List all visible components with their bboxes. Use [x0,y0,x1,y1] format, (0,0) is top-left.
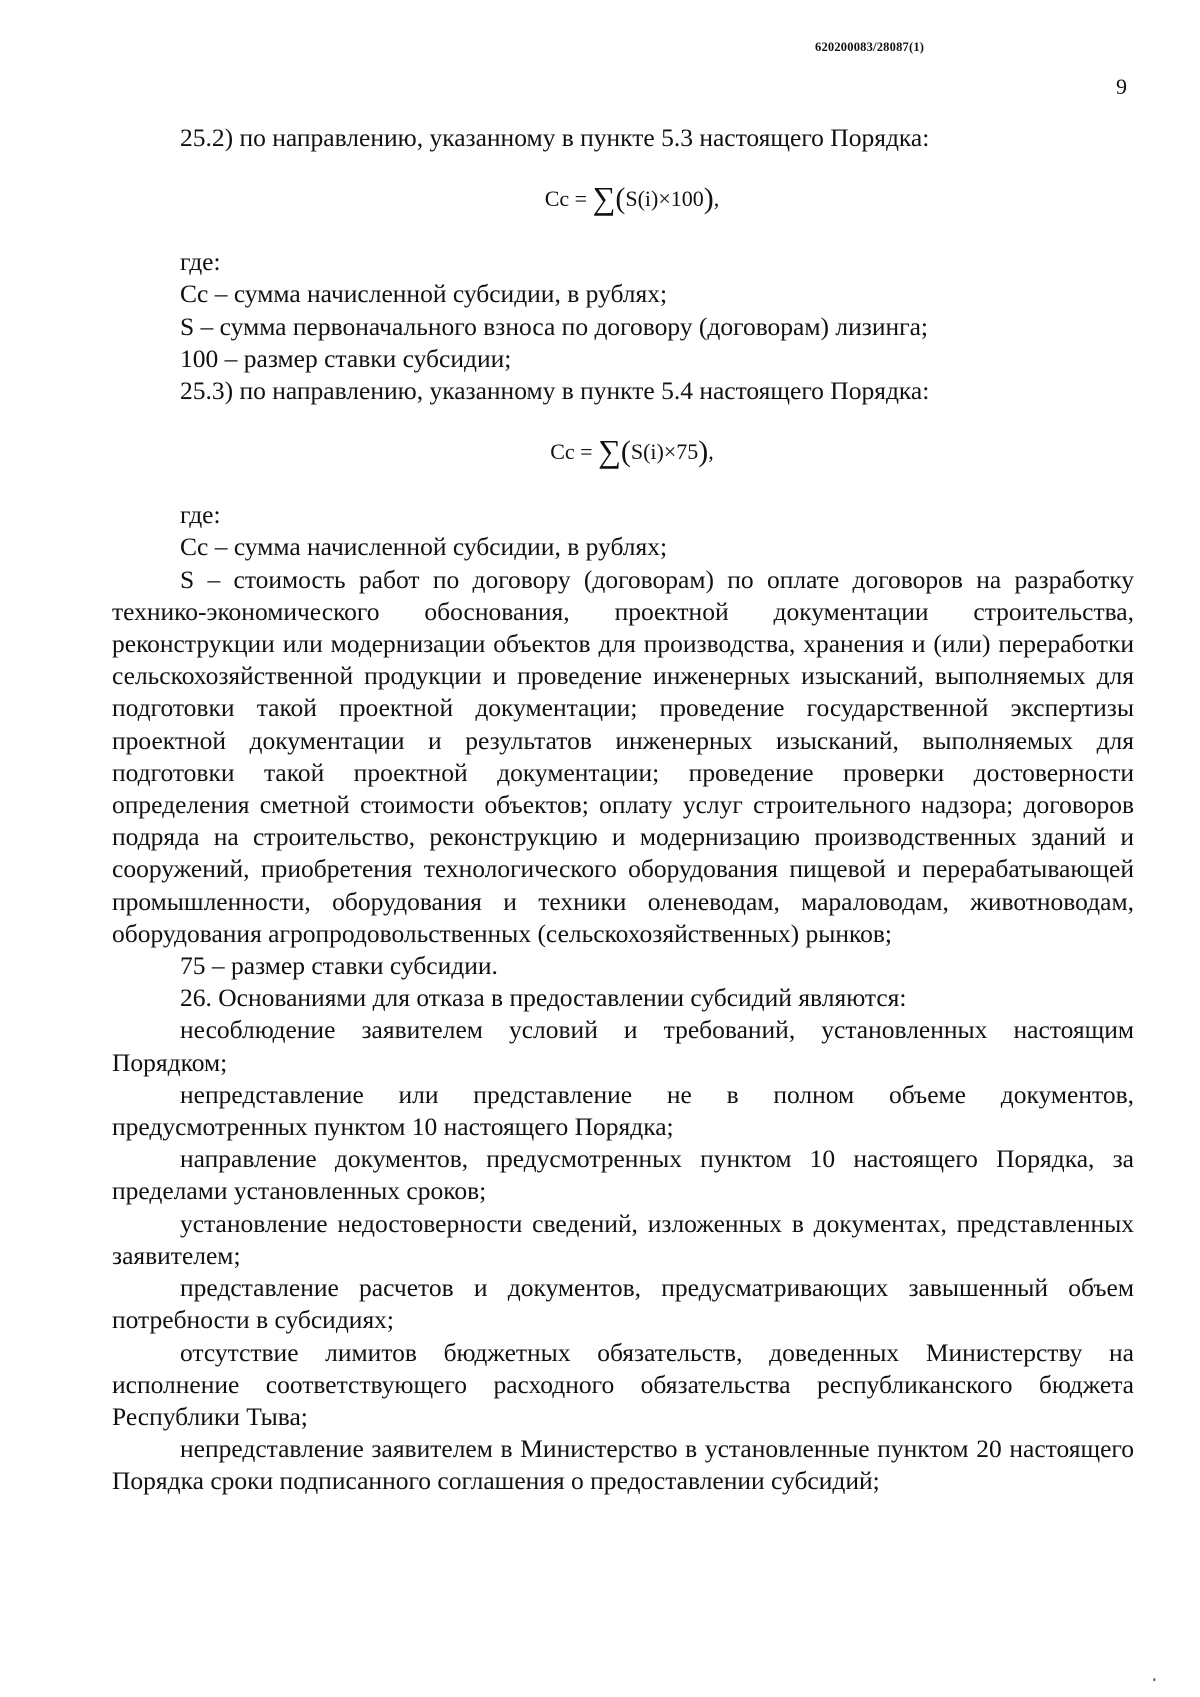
formula-works-subsidy [112,431,1134,472]
definition-rate: 75 – размер ставки субсидии. [180,951,498,981]
formula-tail: , [713,186,720,212]
definition-s: S – сумма первоначального взноса по договору (договорам) лизинга; [180,311,928,341]
formula-close-paren: ) [703,182,714,216]
refusal-reason: направление документов, предусмотренных пунктом 10 настоящего Порядка, за пределами установленных сроков; [112,1144,1134,1206]
refusal-reason: несоблюдение заявителем условий и требований, установленных настоящим Порядком; [112,1015,1134,1077]
formula-close-paren: ) [698,435,709,469]
document-body [112,122,1134,1498]
formula-lhs: Cc = [544,186,593,212]
paragraph-25-3: 25.3) по направлению, указанному в пункте 5.4 настоящего Порядка: [180,376,930,406]
paragraph-25-2: 25.2) по направлению, указанному в пункте 5.3 настоящего Порядка: [180,123,930,152]
formula-open-paren: ( [615,182,626,216]
refusal-reason: отсутствие лимитов бюджетных обязательств, доведенных Министерству на исполнение соответствующего расходного обязательства республиканского бюджета Республики Тыва; [112,1337,1134,1431]
page-number: 9 [1116,74,1127,99]
paragraph-26: 26. Основаниями для отказа в предоставлении субсидий являются: [180,983,907,1013]
refusal-reason: непредставление заявителем в Министерство в установленные пунктом 20 настоящего Порядка сроки подписанного соглашения о предоставлении субсидий; [112,1434,1134,1496]
formula-tail: , [708,439,714,465]
refusal-reason: представление расчетов и документов, предусматривающих завышенный объем потребности в субсидиях; [112,1273,1134,1335]
formula-lhs: Cc = [550,439,599,465]
definition-rate: 100 – размер ставки субсидии; [180,343,512,373]
document-id: 620200083/28087(1) [815,40,925,54]
handwritten-mark: . [1146,1661,1160,1687]
definition-cc: Cc – сумма начисленной субсидии, в рублях; [180,279,668,309]
refusal-reason: установление недостоверности сведений, изложенных в документах, представленных заявителем; [112,1208,1134,1270]
sum-symbol: ∑ [598,433,621,470]
formula-leasing-subsidy [112,178,1134,219]
sum-symbol: ∑ [592,180,616,217]
where-label: где: [180,247,221,277]
where-label: где: [180,500,221,530]
formula-open-paren: ( [620,435,631,469]
definition-s-works: S – стоимость работ по договору (договорам) по оплате договоров на разработку технико-экономического обоснования, проектной документации строительства, реконструкции или модернизации объектов для производства, хранения и (или) переработки сельскохозяйственной продукции и проведение инженерных изысканий, выполняемых для подготовки такой проектной документации; проведение государственной экспертизы проектной документации и результатов инженерных изысканий, выполняемых для подготовки такой проектной документации; проведение проверки достоверности определения сметной стоимости объектов; оплату услуг строительного надзора; договоров подряда на строительство, реконструкцию и модернизацию производственных зданий и сооружений, приобретения технологического оборудования пищевой и перерабатывающей промышленности, оборудования и техники оленеводам, мараловодам, животноводам, оборудования агропродовольственных (сельскохозяйственных) рынков; [112,564,1134,948]
formula-body: S(i)×75 [630,439,699,465]
refusal-reason: непредставление или представление не в полном объеме документов, предусмотренных пунктом 10 настоящего Порядка; [112,1079,1134,1142]
definition-cc: Cc – сумма начисленной субсидии, в рублях; [180,532,668,562]
formula-body: S(i)×100 [625,186,704,212]
